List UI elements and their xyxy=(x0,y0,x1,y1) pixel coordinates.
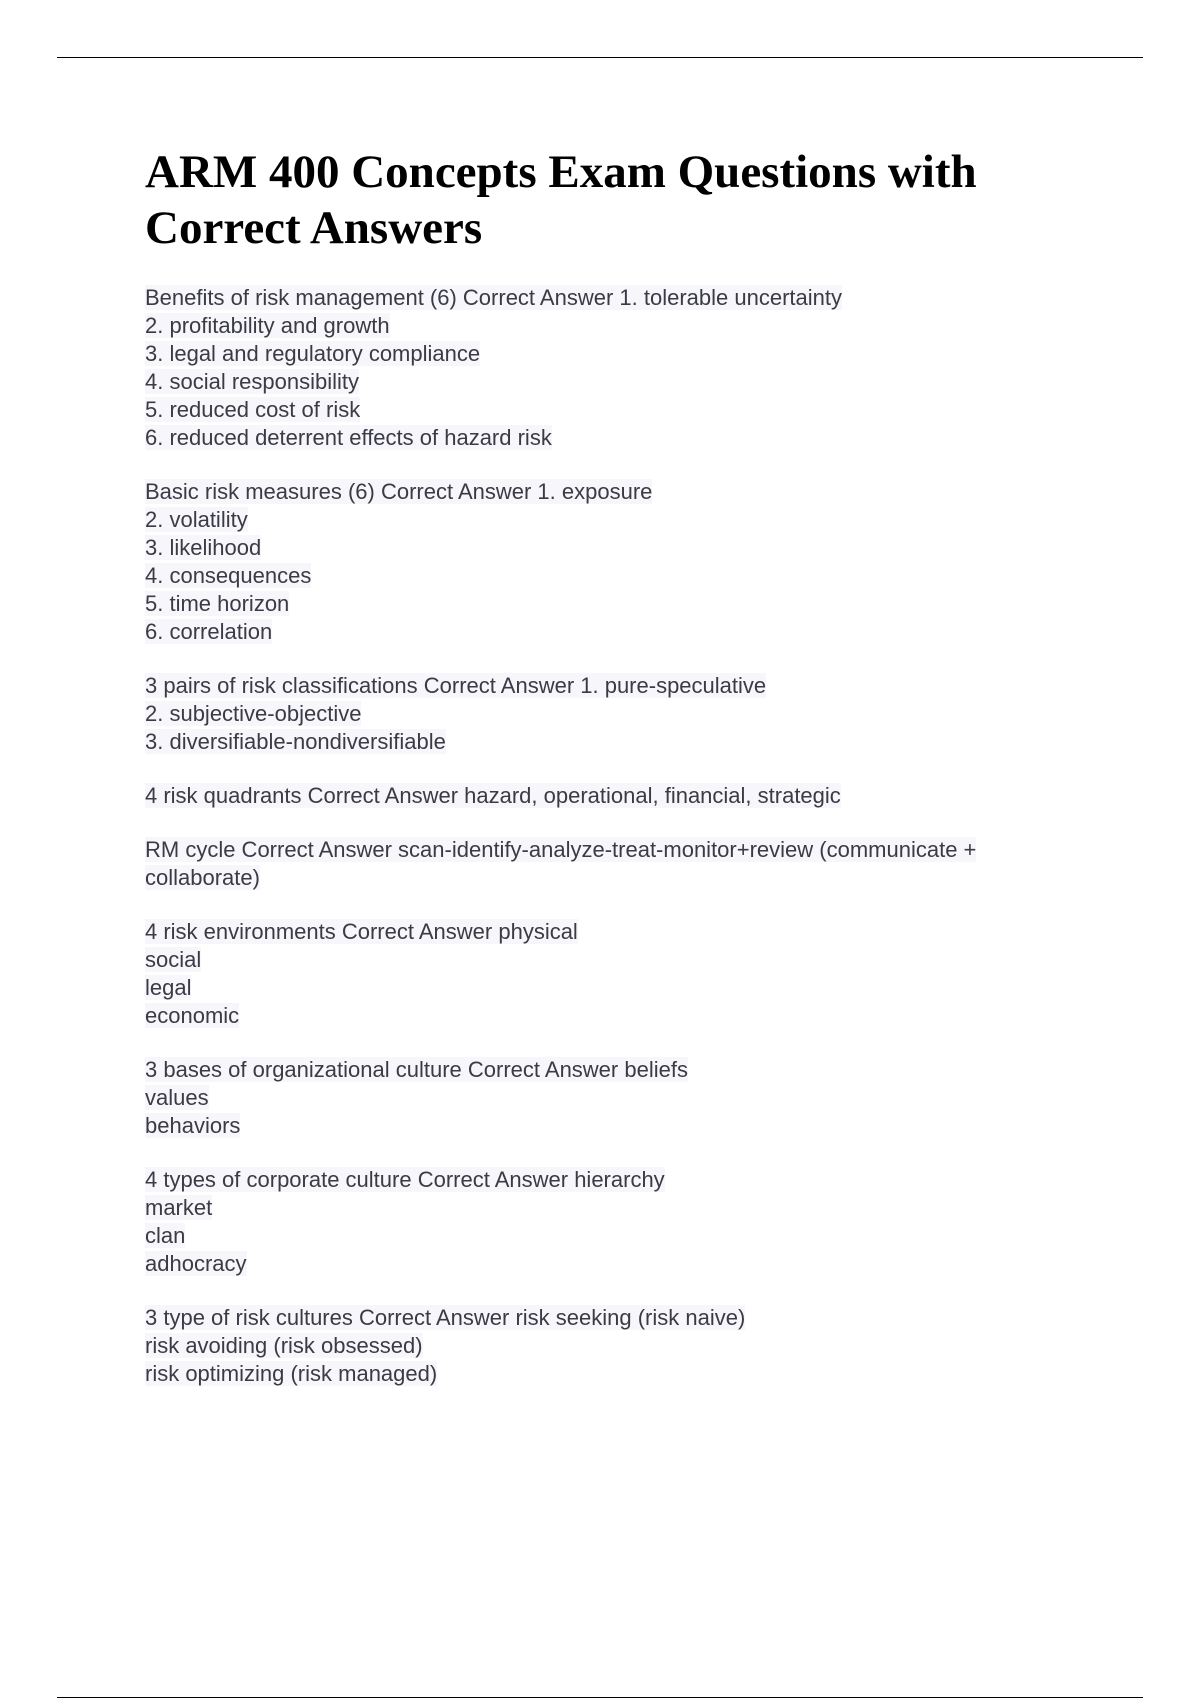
qa-line-text: 3. legal and regulatory compliance xyxy=(145,341,481,366)
qa-line-text: 3 pairs of risk classifications Correct Answer 1. pure-speculative xyxy=(145,673,767,698)
qa-question-line xyxy=(145,1304,1145,1332)
qa-item xyxy=(145,284,1145,452)
qa-answer-line xyxy=(145,974,1145,1002)
qa-line-text: Basic risk measures (6) Correct Answer 1. exposure xyxy=(145,479,653,504)
qa-item xyxy=(145,1166,1145,1278)
qa-line-text: 3 type of risk cultures Correct Answer risk seeking (risk naive) xyxy=(145,1305,746,1330)
qa-answer-line xyxy=(145,1332,1145,1360)
qa-line-text: 2. profitability and growth xyxy=(145,313,390,338)
qa-item xyxy=(145,1056,1145,1140)
qa-line-text: 2. subjective-objective xyxy=(145,701,362,726)
qa-line-text: 4 risk environments Correct Answer physical xyxy=(145,919,578,944)
qa-answer-line xyxy=(145,1002,1145,1030)
qa-answer-line xyxy=(145,506,1145,534)
qa-line-text: Benefits of risk management (6) Correct Answer 1. tolerable uncertainty xyxy=(145,285,842,310)
qa-answer-line xyxy=(145,368,1145,396)
qa-line-text: 5. time horizon xyxy=(145,591,290,616)
qa-item xyxy=(145,672,1145,756)
qa-line-text: risk optimizing (risk managed) xyxy=(145,1361,438,1386)
qa-item xyxy=(145,918,1145,1030)
qa-question-line xyxy=(145,672,1145,700)
qa-line-text: economic xyxy=(145,1003,240,1028)
qa-answer-line xyxy=(145,534,1145,562)
qa-item xyxy=(145,1304,1145,1388)
qa-line-text: adhocracy xyxy=(145,1251,247,1276)
qa-line-text: social xyxy=(145,947,202,972)
qa-line-text: collaborate) xyxy=(145,865,260,890)
qa-question-line xyxy=(145,1166,1145,1194)
qa-line-text: values xyxy=(145,1085,209,1110)
qa-answer-line xyxy=(145,312,1145,340)
qa-line-text: 2. volatility xyxy=(145,507,248,532)
qa-question-line xyxy=(145,918,1145,946)
qa-line-text: 3 bases of organizational culture Correct Answer beliefs xyxy=(145,1057,688,1082)
qa-line-text: 5. reduced cost of risk xyxy=(145,397,361,422)
qa-line-text: risk avoiding (risk obsessed) xyxy=(145,1333,423,1358)
qa-line-text: RM cycle Correct Answer scan-identify-analyze-treat-monitor+review (communicate + xyxy=(145,837,977,862)
qa-line-text: 4 risk quadrants Correct Answer hazard, operational, financial, strategic xyxy=(145,783,841,808)
qa-line-text: clan xyxy=(145,1223,186,1248)
qa-list xyxy=(145,284,1145,1414)
qa-answer-line xyxy=(145,1222,1145,1250)
qa-answer-line xyxy=(145,562,1145,590)
qa-question-line xyxy=(145,478,1145,506)
document-title: ARM 400 Concepts Exam Questions with Correct Answers xyxy=(145,146,977,254)
qa-answer-line xyxy=(145,1360,1145,1388)
qa-item xyxy=(145,478,1145,646)
qa-item xyxy=(145,782,1145,810)
qa-answer-line xyxy=(145,1084,1145,1112)
qa-question-line xyxy=(145,782,1145,810)
qa-line-text: 4 types of corporate culture Correct Answer hierarchy xyxy=(145,1167,665,1192)
qa-line-text: market xyxy=(145,1195,213,1220)
qa-line-text: behaviors xyxy=(145,1113,241,1138)
qa-answer-line xyxy=(145,618,1145,646)
qa-answer-line xyxy=(145,424,1145,452)
qa-line-text: 3. diversifiable-nondiversifiable xyxy=(145,729,446,754)
qa-line-text: 3. likelihood xyxy=(145,535,262,560)
qa-answer-line xyxy=(145,1250,1145,1278)
qa-answer-line xyxy=(145,700,1145,728)
qa-question-line xyxy=(145,836,1145,864)
qa-answer-line xyxy=(145,340,1145,368)
qa-question-line xyxy=(145,284,1145,312)
qa-answer-line xyxy=(145,728,1145,756)
qa-line-text: 4. social responsibility xyxy=(145,369,359,394)
qa-answer-line xyxy=(145,396,1145,424)
qa-line-text: 6. reduced deterrent effects of hazard risk xyxy=(145,425,552,450)
footer-rule xyxy=(57,1697,1143,1698)
qa-answer-line xyxy=(145,1112,1145,1140)
qa-answer-line xyxy=(145,1194,1145,1222)
qa-question-line xyxy=(145,1056,1145,1084)
header-rule xyxy=(57,57,1143,58)
qa-line-text: 6. correlation xyxy=(145,619,273,644)
qa-answer-line xyxy=(145,864,1145,892)
qa-answer-line xyxy=(145,590,1145,618)
qa-line-text: 4. consequences xyxy=(145,563,312,588)
qa-item xyxy=(145,836,1145,892)
qa-line-text: legal xyxy=(145,975,192,1000)
qa-answer-line xyxy=(145,946,1145,974)
